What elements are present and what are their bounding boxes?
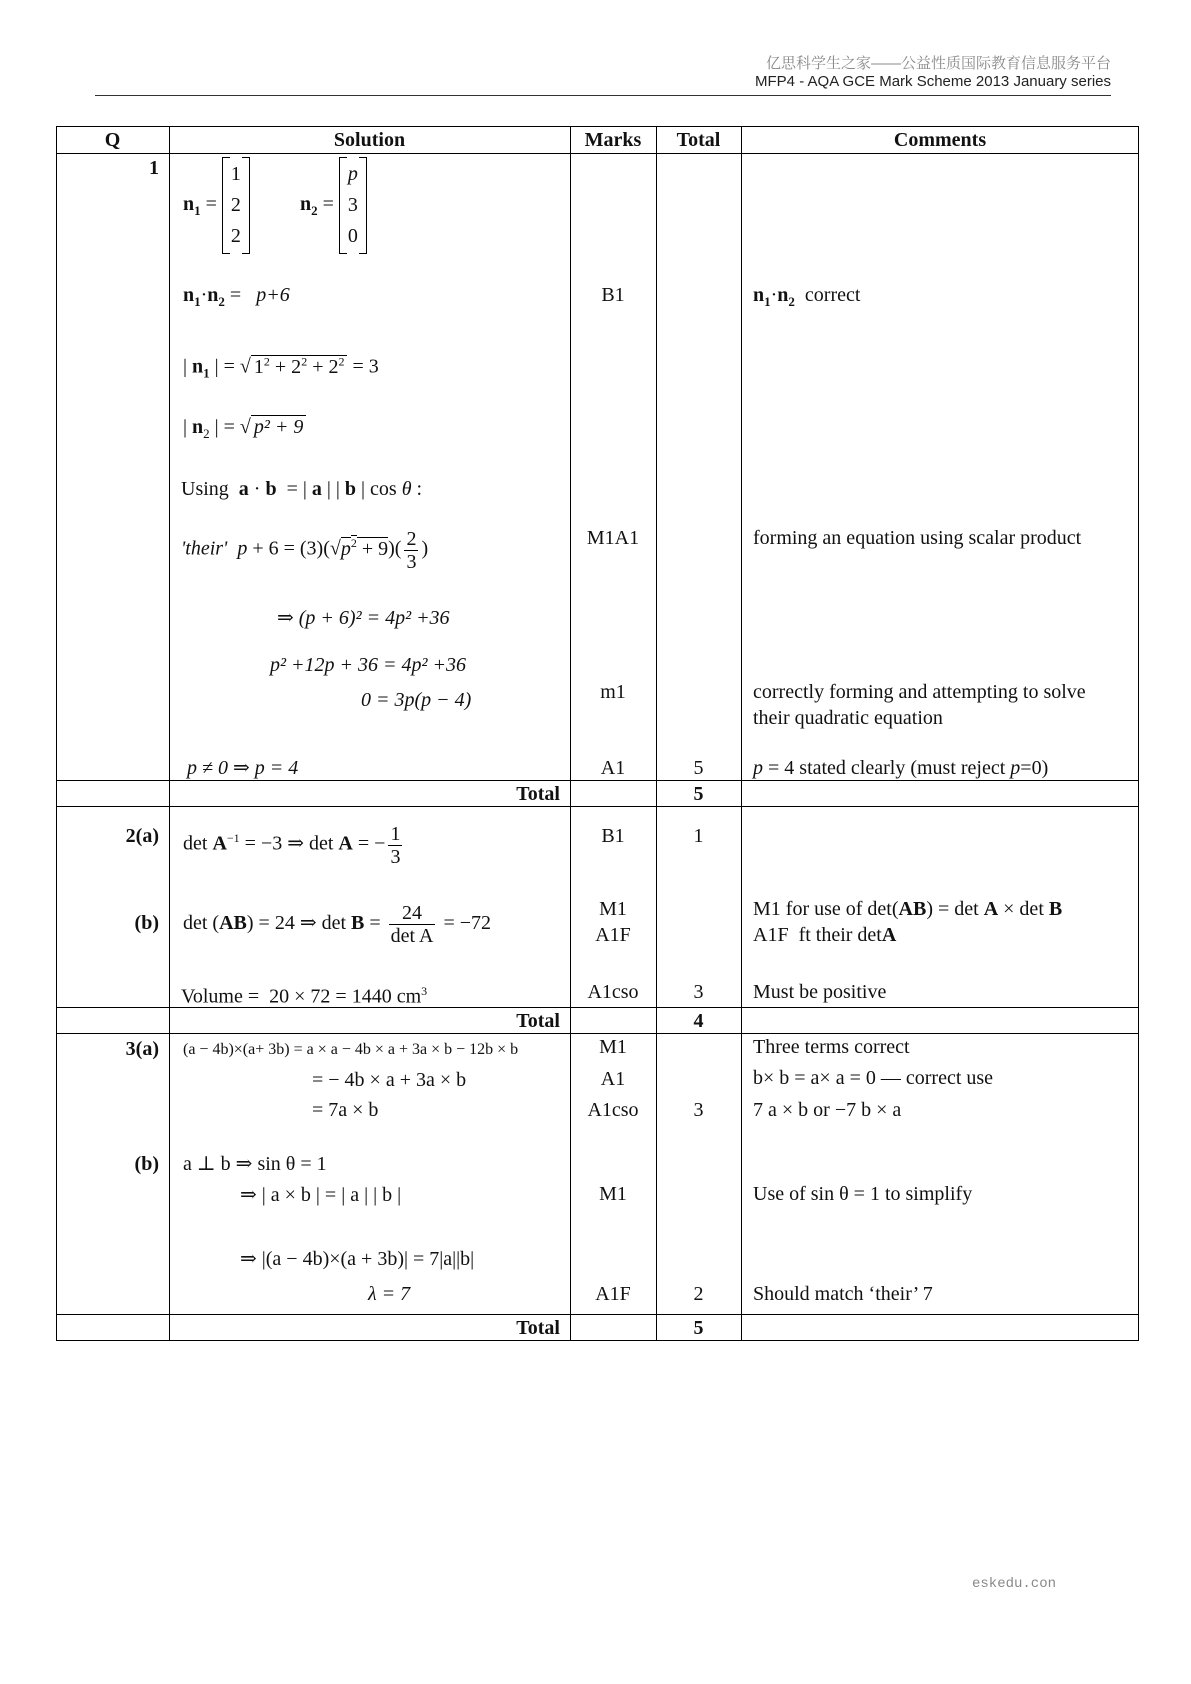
- footer-watermark: eskedu.con: [972, 1576, 1057, 1592]
- mark: m1: [600, 681, 626, 703]
- header-marks: Marks: [584, 129, 642, 151]
- row-divider: [56, 1314, 1139, 1315]
- mark: M1A1: [586, 527, 640, 549]
- magnitude-n2-line: | $n_2$ | = √ p² + 9: [183, 415, 306, 446]
- row-divider: [56, 1033, 1139, 1034]
- header-total: Total: [676, 129, 721, 151]
- normal-vector-n1: $n_1$ = 1 2 2: [183, 157, 250, 258]
- comment: p = 4 stated clearly (must reject p=0): [753, 757, 1049, 779]
- working-step: = 7a × b: [312, 1099, 379, 1121]
- comment: Must be positive: [753, 981, 887, 1003]
- total-value: 5: [693, 1317, 704, 1339]
- comment: Use of sin θ = 1 to simplify: [753, 1183, 973, 1205]
- total: 3: [693, 981, 704, 1003]
- total: 1: [693, 825, 704, 847]
- determinant-a-line: $\det A^{-1} = -3$ ⇒ det A = − $\frac{1}{3}$: [183, 822, 401, 868]
- header-solution: Solution: [333, 129, 406, 151]
- using-formula-line: Using a · b = | a | | b | cos θ :: [181, 478, 423, 500]
- working-step: p² +12p + 36 = 4p² +36: [270, 654, 466, 676]
- column-divider: [169, 126, 170, 1341]
- vector-column: p 3 0: [339, 157, 367, 254]
- row-divider: [56, 806, 1139, 807]
- total-label: Total: [516, 1317, 560, 1339]
- comment: b× b = a× a = 0 — correct use: [753, 1067, 994, 1089]
- total: 2: [693, 1283, 704, 1305]
- header-divider: [95, 95, 1111, 96]
- their-equation-line: 'their' $p + 6 = (3)(√p^2 + 9)$( $\frac{2}{3}$ ): [181, 527, 429, 573]
- magnitude-n1-line: | $n_1$ | = √ $1^2 + 2^2 + 2^2 = 3$: [183, 354, 379, 381]
- column-divider: [656, 126, 657, 1341]
- normal-vector-n2: $n_2$ = p 3 0: [300, 157, 367, 258]
- comment: Should match ‘their’ 7: [753, 1283, 933, 1305]
- comment: Three terms correct: [753, 1036, 910, 1058]
- working-step: = − 4b × a + 3a × b: [312, 1069, 467, 1091]
- mark: A1: [600, 1068, 626, 1090]
- mark: M1: [599, 1183, 627, 1205]
- question-number: 1: [149, 157, 159, 179]
- total-label: Total: [516, 783, 560, 805]
- mark: B1: [601, 825, 625, 847]
- total-label: Total: [516, 1010, 560, 1032]
- mark: A1cso: [587, 981, 639, 1003]
- header-comments: Comments: [893, 129, 987, 151]
- total: 5: [693, 757, 704, 779]
- question-number: 2(a): [125, 825, 159, 847]
- total-value: 5: [693, 783, 704, 805]
- comment: M1 for use of det(AB) = det A × det B: [753, 898, 1063, 920]
- comment: their quadratic equation: [753, 707, 943, 729]
- dot-product-line: $n_1\cdot n_2 = p+6$: [183, 284, 290, 309]
- row-divider: [56, 780, 1139, 781]
- working-step: p ≠ 0 ⇒ p = 4: [187, 757, 299, 779]
- cross-product-expansion: (a − 4b)×(a+ 3b) = a × a − 4b × a + 3a × b − 12b × b: [183, 1041, 519, 1058]
- mark: M1: [599, 898, 627, 920]
- working-step: ⇒ | a × b | = | a | | b |: [240, 1184, 402, 1206]
- question-part: (b): [134, 912, 159, 934]
- comment: A1F ft their detA: [753, 924, 897, 946]
- comment: $n_1\cdot n_2$ correct: [753, 284, 861, 309]
- comment: forming an equation using scalar product: [753, 527, 1082, 549]
- mark: B1: [601, 284, 625, 306]
- total-value: 4: [693, 1010, 704, 1032]
- working-step: ⇒ |(a − 4b)×(a + 3b)| = 7|a||b|: [240, 1248, 475, 1270]
- header-site-line: 亿思科学生之家——公益性质国际教育信息服务平台: [765, 55, 1111, 72]
- mark: A1cso: [587, 1099, 639, 1121]
- column-divider: [570, 126, 571, 1341]
- working-step: λ = 7: [368, 1283, 411, 1305]
- total: 3: [693, 1099, 704, 1121]
- header-q: Q: [104, 129, 121, 151]
- working-step: 0 = 3p(p − 4): [361, 689, 472, 711]
- question-number: 3(a): [125, 1038, 159, 1060]
- row-divider: [56, 153, 1139, 154]
- comment: correctly forming and attempting to solve: [753, 681, 1086, 703]
- mark: A1F: [595, 1283, 631, 1305]
- mark: M1: [599, 1036, 627, 1058]
- vector-column: 1 2 2: [222, 157, 250, 254]
- header-document-title: MFP4 - AQA GCE Mark Scheme 2013 January series: [755, 73, 1111, 90]
- column-divider: [741, 126, 742, 1341]
- determinant-b-line: det (AB) = 24 ⇒ det B = $\frac{24}{\text{det A}}$ = −72: [183, 901, 491, 947]
- mark: A1: [600, 757, 626, 779]
- comment: 7 a × b or −7 b × a: [753, 1099, 902, 1121]
- volume-line: Volume = 20 × 72 = 1440 $cm^3$: [181, 984, 428, 1008]
- question-part: (b): [134, 1153, 159, 1175]
- working-step: ⇒ (p + 6)² = 4p² +36: [277, 607, 450, 629]
- working-step: a ⊥ b ⇒ sin θ = 1: [183, 1153, 327, 1175]
- mark: A1F: [595, 924, 631, 946]
